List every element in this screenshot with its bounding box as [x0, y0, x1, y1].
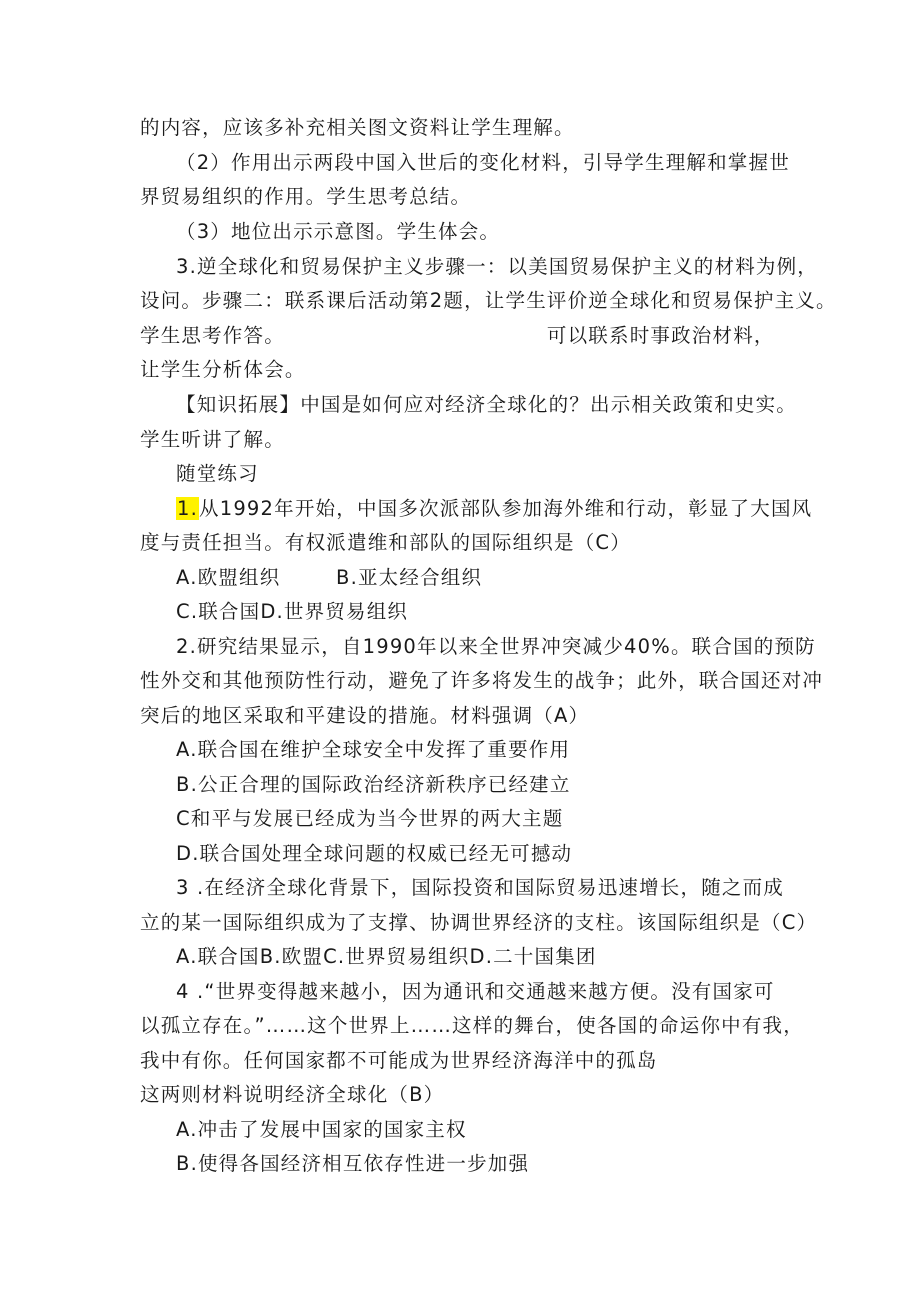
text-line-2: （2）作用出示两段中国入世后的变化材料，引导学生理解和掌握世: [176, 151, 790, 174]
option-row-1: [176, 566, 482, 590]
text-line-6: 设问。步骤二：联系课后活动第2题，让学生评价逆全球化和贸易保护主义。: [140, 289, 837, 312]
question-2-option-d: D.联合国处理全球问题的权威已经无可撼动: [176, 842, 573, 865]
question-3-line-1: 3 .在经济全球化背景下，国际投资和国际贸易迅速增长，随之而成: [176, 876, 785, 899]
text-line-7-b: 可以联系时事政治材料，: [546, 324, 775, 347]
highlight-mark: 1.: [177, 497, 199, 520]
option-row-2: C.联合国D.世界贸易组织: [176, 600, 409, 623]
question-2-option-c: C和平与发展已经成为当今世界的两大主题: [176, 807, 564, 830]
question-4-line-4: 这两则材料说明经济全球化（B）: [140, 1083, 445, 1106]
option-a: A.欧盟组织: [176, 566, 281, 589]
text-line-5: 3.逆全球化和贸易保护主义步骤一：以美国贸易保护主义的材料为例，: [176, 255, 819, 278]
question-4-option-b: B.使得各国经济相互依存性进一步加强: [176, 1152, 530, 1175]
option-b: B.亚太经合组织: [336, 566, 483, 589]
text-line-4: （3）地位出示示意图。学生体会。: [176, 220, 501, 243]
question-3-line-2: 立的某一国际组织成为了支撑、协调世界经济的支柱。该国际组织是（C）: [140, 911, 818, 934]
question-2-option-b: B.公正合理的国际政治经济新秩序已经建立: [176, 773, 571, 796]
question-2-option-a: A.联合国在维护全球安全中发挥了重要作用: [176, 738, 571, 761]
text-line-7-a: 学生思考作答。: [140, 324, 285, 347]
question-4-option-a: A.冲击了发展中国家的国家主权: [176, 1118, 467, 1141]
question-3-options: A.联合国B.欧盟C.世界贸易组织D.二十国集团: [176, 945, 597, 968]
text-line-8: 让学生分析体会。: [140, 358, 306, 381]
question-4-line-2: 以孤立存在。”……这个世界上……这样的舞台，使各国的命运你中有我，: [140, 1014, 804, 1037]
text-line-7: [140, 324, 775, 348]
question-1-line-1: [176, 497, 812, 521]
section-heading: 随堂练习: [176, 462, 259, 485]
text-line-3: 界贸易组织的作用。学生思考总结。: [140, 185, 472, 208]
question-1-text: 从1992年开始，中国多次派部队参加海外维和行动，彰显了大国风: [199, 497, 813, 520]
text-line-1: 的内容，应该多补充相关图文资料让学生理解。: [140, 116, 575, 139]
question-4-line-1: 4 .“世界变得越来越小，因为通讯和交通越来越方便。没有国家可: [176, 980, 775, 1003]
question-4-line-3: 我中有你。任何国家都不可能成为世界经济海洋中的孤岛: [140, 1049, 658, 1072]
text-line-9: 【知识拓展】中国是如何应对经济全球化的？出示相关政策和史实。: [176, 393, 798, 416]
question-1-line-2: 度与责任担当。有权派遣维和部队的国际组织是（C）: [140, 531, 631, 554]
question-2-line-1: 2.研究结果显示，自1990年以来全世界冲突减少40%。联合国的预防: [176, 635, 816, 658]
question-2-line-3: 突后的地区采取和平建设的措施。材料强调（A）: [140, 704, 590, 727]
question-2-line-2: 性外交和其他预防性行动，避免了许多将发生的战争；此外，联合国还对冲: [140, 669, 824, 692]
text-line-10: 学生听讲了解。: [140, 428, 285, 451]
